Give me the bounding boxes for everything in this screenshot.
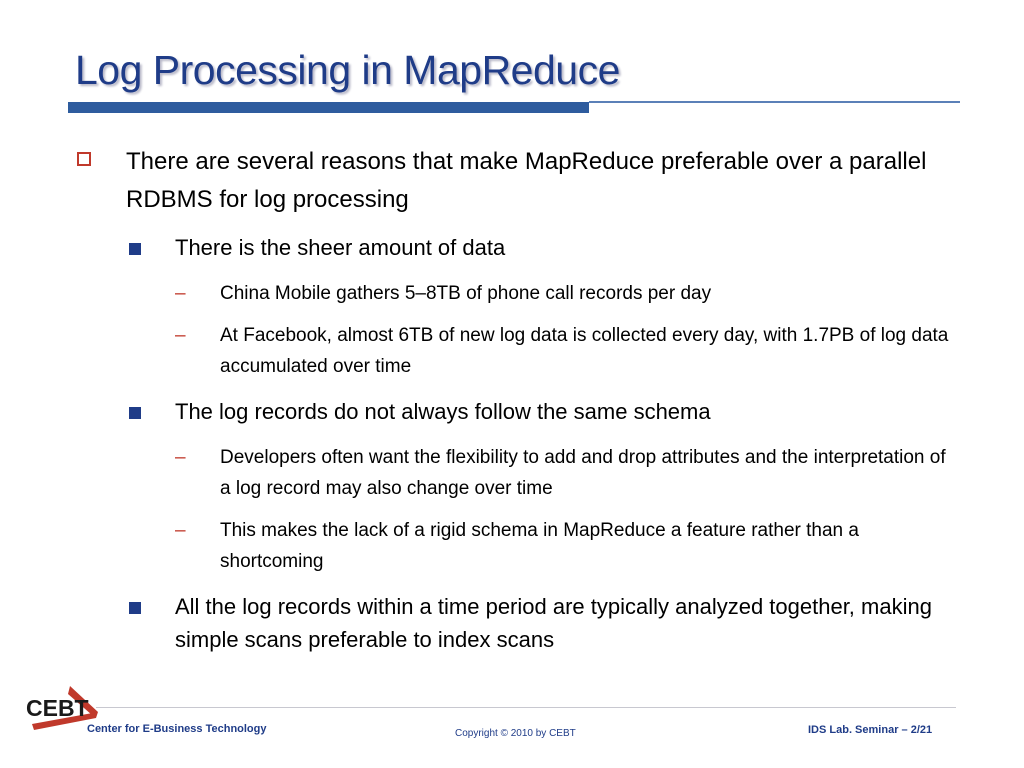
- footer-org: Center for E-Business Technology: [87, 723, 267, 735]
- point-item: [175, 395, 955, 428]
- square-bullet-icon: [129, 243, 141, 255]
- subpoint-item: [175, 320, 950, 382]
- subpoint-item: [175, 515, 950, 577]
- main-point: [126, 143, 966, 219]
- footer-page-number: IDS Lab. Seminar – 2/21: [808, 724, 933, 736]
- dash-bullet-icon: –: [175, 520, 186, 541]
- title-underline-bar: [68, 102, 589, 113]
- square-bullet-icon: [129, 602, 141, 614]
- dash-bullet-icon: –: [175, 447, 186, 468]
- point-item: [175, 590, 955, 656]
- subpoint-text: Developers often want the flexibility to add and drop attributes and the interpretation of a log record may also change over time: [220, 447, 946, 499]
- footer-divider: [96, 707, 956, 708]
- footer-copyright: Copyright © 2010 by CEBT: [455, 728, 576, 739]
- point-text: All the log records within a time period are typically analyzed together, making simple scans preferable to index scans: [175, 594, 932, 652]
- dash-bullet-icon: –: [175, 283, 186, 304]
- subpoint-text: At Facebook, almost 6TB of new log data is collected every day, with 1.7PB of log data accumulated over time: [220, 325, 949, 377]
- subpoint-item: [175, 278, 950, 309]
- cebt-logo-text: CEBT: [26, 695, 89, 721]
- square-bullet-icon: [129, 407, 141, 419]
- title-underline-rule: [589, 101, 960, 103]
- point-item: [175, 231, 955, 264]
- hollow-square-bullet-icon: [77, 152, 91, 166]
- slide-title: Log Processing in MapReduce: [75, 47, 620, 93]
- subpoint-text: This makes the lack of a rigid schema in MapReduce a feature rather than a shortcoming: [220, 520, 859, 572]
- main-point-text: There are several reasons that make MapReduce preferable over a parallel RDBMS for log processing: [126, 148, 927, 213]
- point-text: The log records do not always follow the same schema: [175, 399, 711, 424]
- subpoint-item: [175, 442, 950, 504]
- dash-bullet-icon: –: [175, 325, 186, 346]
- point-text: There is the sheer amount of data: [175, 235, 506, 260]
- subpoint-text: China Mobile gathers 5–8TB of phone call records per day: [220, 283, 712, 304]
